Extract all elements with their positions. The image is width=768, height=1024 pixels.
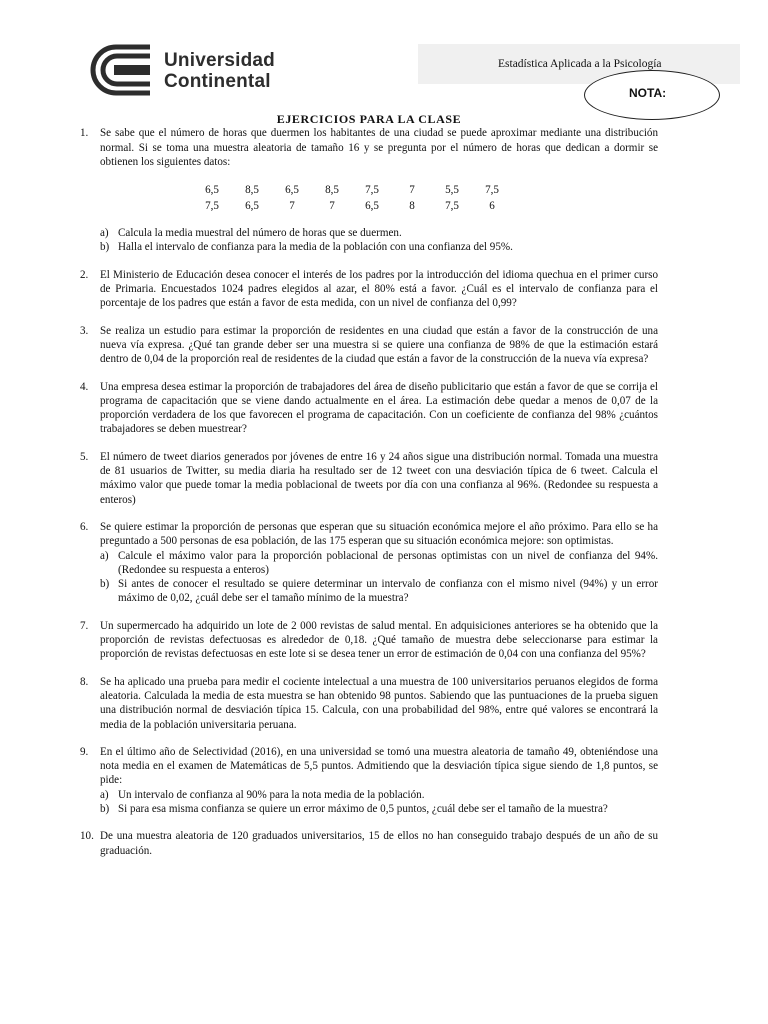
- sub-question-text: Si para esa misma confianza se quiere un error máximo de 0,5 puntos, ¿cuál debe ser el tamaño de la muestra?: [118, 802, 608, 815]
- grade-label: NOTA:: [629, 86, 667, 100]
- sub-question-text: Un intervalo de confianza al 90% para la nota media de la población.: [118, 788, 425, 801]
- university-name-line2: Continental: [164, 71, 271, 92]
- data-cell: 6,5: [285, 184, 299, 197]
- exercise-text: Se realiza un estudio para estimar la proporción de residentes en una ciudad que están a favor de la construcción de una nueva vía expresa. ¿Qué tan grande deber ser una muestra si se quiere una confianza de 98% de que la estimación estará dentro de 0,04 de la proporción real de residentes de la ciudad que están a favor de la construcción de la nueva vía expresa?: [100, 324, 658, 366]
- sub-question: [100, 802, 658, 816]
- exercise-text: De una muestra aleatoria de 120 graduados universitarios, 15 de ellos no han conseguido trabajo después de un año de su graduación.: [100, 830, 658, 857]
- course-title: Estadística Aplicada a la Psicología: [498, 58, 662, 70]
- exercise-number: 7.: [80, 619, 89, 632]
- exercise-5: [80, 450, 658, 507]
- exercise-text: Se ha aplicado una prueba para medir el cociente intelectual a una muestra de 100 universitarios peruanos elegidos de forma aleatoria. Calculada la media de esta muestra se han obtenido 98 puntos. Sabiendo que las puntuaciones de la prueba siguen una distribución normal de desviación típica 15. Calcula, con una probabilidad del 98%, entre qué valores se encontrará la media de la población universitaria peruana.: [100, 675, 658, 731]
- page-header: [0, 0, 768, 120]
- exercise-text: Una empresa desea estimar la proporción de trabajadores del área de diseño publicitario que están a favor de que se corrija el programa de capacitación que se viene dando actualmente en el área. La estimación debe quedar a menos de 0,07 de la proporción verdadera de los que favorecen el programa de capacitación. Con un coeficiente de confianza del 98% ¿cuántos trabajadores se deben muestrear?: [100, 380, 658, 436]
- exercise-6: [80, 520, 658, 606]
- sub-question-label: b): [100, 802, 110, 815]
- exercise-number: 5.: [80, 450, 89, 463]
- exercise-text: Un supermercado ha adquirido un lote de 2 000 revistas de salud mental. En adquisiciones anteriores se ha obtenido que la proporción de revistas defectuosas es alrededor de 0,18. ¿Qué tamaño de muestra debe seleccionarse para estimar la proporción de revistas defectuosas en este lote si se desea tener un error de estimación de 0,04 con una confianza del 95%?: [100, 619, 658, 661]
- university-logo-icon: [90, 44, 156, 96]
- university-name: [164, 50, 275, 92]
- page-title: EJERCICIOS PARA LA CLASE: [276, 112, 462, 126]
- data-cell: 8,5: [245, 184, 259, 197]
- data-cell: 7,5: [205, 200, 219, 213]
- data-cell: 8,5: [325, 184, 339, 197]
- data-cell: 6,5: [205, 184, 219, 197]
- sub-question-label: a): [100, 227, 109, 240]
- exercise-number: 4.: [80, 380, 89, 393]
- exercise-sheet: [80, 112, 658, 871]
- data-cell: 7: [289, 200, 295, 213]
- sub-question: [100, 577, 658, 606]
- sub-question-label: a): [100, 788, 109, 801]
- data-cell: 7,5: [485, 184, 499, 197]
- sub-question-text: Calcule el máximo valor para la proporción poblacional de personas optimistas con un nivel de confianza del 94%. (Redondee su respuesta a enteros): [118, 549, 658, 576]
- data-cell: 6,5: [245, 200, 259, 213]
- data-cell: 7,5: [365, 184, 379, 197]
- exercise-4: [80, 380, 658, 437]
- sub-question-label: b): [100, 241, 110, 254]
- exercise-number: 9.: [80, 745, 89, 758]
- university-name-line1: Universidad: [164, 50, 275, 71]
- exercise-9: [80, 745, 658, 816]
- exercise-3: [80, 324, 658, 367]
- data-cell: 8: [409, 200, 415, 213]
- exercise-1: [80, 126, 658, 254]
- data-row: [192, 198, 512, 214]
- exercise-text: Se quiere estimar la proporción de personas que esperan que su situación económica mejore el año próximo. Para ello se ha preguntado a 500 personas de esa población, de las 175 esperan que su situación económica mejore: son optimistas.: [100, 520, 658, 548]
- sub-question: [100, 226, 658, 240]
- sub-question-label: b): [100, 578, 110, 591]
- exercise-number: 10.: [80, 830, 94, 843]
- sub-question-text: Si antes de conocer el resultado se quiere determinar un intervalo de confianza con el mismo nivel (94%) y un error máximo de 0,02, ¿cuál debe ser el tamaño mínimo de la muestra?: [118, 578, 658, 605]
- data-cell: 5,5: [445, 184, 459, 197]
- sub-question: [100, 788, 658, 802]
- sub-question-text: Halla el intervalo de confianza para la media de la población con una confianza del 95%.: [118, 241, 513, 254]
- exercise-text: El Ministerio de Educación desea conocer el interés de los padres por la introducción del idioma quechua en el primer curso de Primaria. Encuestados 1024 padres elegidos al azar, el 80% está a favor. ¿Cuál es el intervalo de confianza para el porcentaje de los padres que están a favor de esta medida, con un nivel de confianza del 0,99?: [100, 268, 658, 310]
- data-cell: 6: [489, 200, 495, 213]
- data-cell: 7,5: [445, 200, 459, 213]
- sub-question: [100, 240, 658, 254]
- exercise-text: Se sabe que el número de horas que duermen los habitantes de una ciudad se puede aproximar mediante una distribución normal. Si se toma una muestra aleatoria de tamaño 16 y se pregunta por el número de horas que dedican a dormir se obtienen los siguientes datos:: [100, 127, 658, 168]
- data-table: [192, 182, 512, 214]
- exercise-number: 6.: [80, 520, 89, 533]
- exercise-2: [80, 268, 658, 311]
- data-cell: 6,5: [365, 200, 379, 213]
- exercise-8: [80, 675, 658, 732]
- university-logo: [90, 44, 275, 96]
- exercise-7: [80, 619, 658, 662]
- exercise-text: En el último año de Selectividad (2016), en una universidad se tomó una muestra aleatoria de tamaño 49, obteniéndose una nota media en el examen de Matemáticas de 5,5 puntos. Admitiendo que la desviación típica sigue siendo de 1,8 puntos, se pide:: [100, 745, 658, 787]
- exercise-text: El número de tweet diarios generados por jóvenes de entre 16 y 24 años sigue una distribución normal. Tomada una muestra de 81 usuarios de Twitter, su media diaria ha resultado ser de 12 tweet con una desviación típica de 6 tweet. Calcula el máximo valor que puede tomar la media poblacional de tweets por día con una confianza al 96%. (Redondee su respuesta a enteros): [100, 450, 658, 506]
- exercise-10: [80, 829, 658, 858]
- sub-question: [100, 549, 658, 578]
- exercise-number: 3.: [80, 324, 89, 337]
- data-row: [192, 182, 512, 198]
- exercise-number: 1.: [80, 127, 89, 140]
- exercise-number: 2.: [80, 268, 89, 281]
- exercise-number: 8.: [80, 675, 89, 688]
- sub-question-label: a): [100, 549, 109, 562]
- data-cell: 7: [409, 184, 415, 197]
- sub-question-text: Calcula la media muestral del número de horas que se duermen.: [118, 227, 402, 240]
- data-cell: 7: [329, 200, 335, 213]
